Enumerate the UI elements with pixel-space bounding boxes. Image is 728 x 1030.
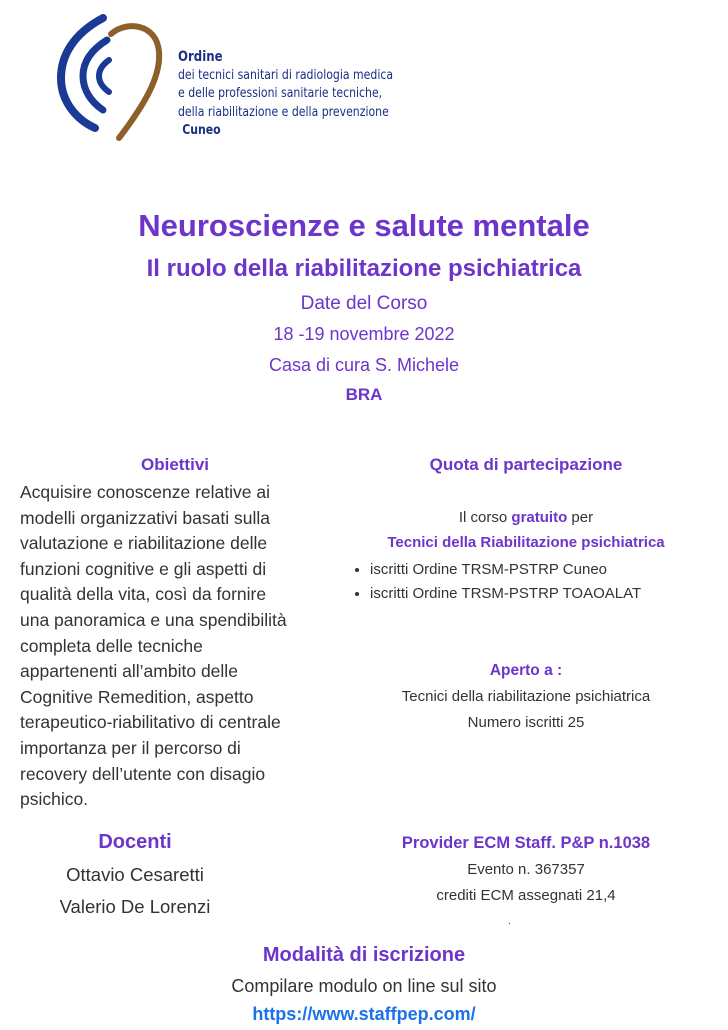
provider-event: Evento n. 367357 bbox=[467, 861, 585, 878]
registration-heading: Modalità di iscrizione bbox=[262, 944, 466, 966]
provider-credits: crediti ECM assegnati 21,4 bbox=[436, 887, 616, 904]
objectives-line: importanza per il percorso di bbox=[20, 737, 241, 758]
fee-intro-suffix: per bbox=[567, 509, 594, 526]
organization-name bbox=[178, 48, 393, 141]
objectives-text bbox=[20, 480, 340, 813]
registration-text: Compilare modulo on line sul sito bbox=[231, 976, 497, 996]
objectives-line: valutazione e riabilitazione delle bbox=[20, 533, 268, 554]
registration-link[interactable]: https://www.staffpep.com/ bbox=[252, 1004, 476, 1024]
fee-bullet: • iscritti Ordine TRSM-PSTRP TOAOALAT bbox=[370, 582, 641, 606]
org-name-line4: della riabilitazione e della prevenzione bbox=[178, 104, 389, 120]
fee-free-label: gratuito bbox=[511, 509, 568, 526]
objectives-line: recovery dell’utente con disagio bbox=[20, 763, 266, 784]
course-title: Neuroscienze e salute mentale bbox=[138, 208, 590, 243]
objectives-line: modelli organizzativi basati sulla bbox=[20, 507, 270, 528]
open-to-line2: Numero iscritti 25 bbox=[467, 714, 585, 731]
teachers-heading: Docenti bbox=[98, 831, 172, 853]
logo-blue-arc-inner bbox=[99, 60, 109, 92]
org-name-line3: e delle professioni sanitarie tecniche, bbox=[178, 86, 383, 101]
course-dates: 18 -19 novembre 2022 bbox=[273, 324, 455, 344]
objectives-line: completa delle tecniche bbox=[20, 635, 203, 656]
objectives-line: funzioni cognitive e gli aspetti di bbox=[20, 558, 267, 579]
fee-bullet-list bbox=[352, 558, 641, 606]
open-to-heading: Aperto a : bbox=[489, 662, 563, 679]
objectives-line: psichico. bbox=[20, 789, 89, 810]
logo-blue-arc-middle bbox=[83, 40, 107, 110]
objectives-line: Acquisire conoscenze relative ai bbox=[20, 482, 270, 502]
org-name-line2: dei tecnici sanitari di radiologia medica bbox=[178, 67, 394, 83]
fee-target: Tecnici della Riabilitazione psichiatrica bbox=[387, 534, 665, 551]
open-to-line1: Tecnici della riabilitazione psichiatrica bbox=[401, 688, 651, 705]
teacher-name: Valerio De Lorenzi bbox=[59, 896, 211, 917]
objectives-line: appartenenti all’ambito delle bbox=[20, 661, 238, 682]
objectives-line: una panoramica e una spendibilità bbox=[20, 609, 287, 630]
fee-heading: Quota di partecipazione bbox=[429, 455, 623, 474]
course-venue: Casa di cura S. Michele bbox=[268, 355, 460, 375]
logo-bronze-heart bbox=[111, 26, 159, 138]
course-subtitle: Il ruolo della riabilitazione psichiatrica bbox=[146, 255, 582, 282]
course-city: BRA bbox=[345, 385, 383, 404]
fee-intro-prefix: Il corso bbox=[458, 509, 512, 526]
fee-intro bbox=[340, 509, 712, 526]
objectives-line: Cognitive Remedition, aspetto bbox=[20, 686, 254, 707]
dates-label: Date del Corso bbox=[300, 293, 428, 314]
provider-heading-part2: P&P n.1038 bbox=[560, 834, 651, 852]
objectives-heading: Obiettivi bbox=[140, 455, 209, 474]
provider-dot: . bbox=[508, 916, 511, 927]
objectives-line: qualità della vita, così da fornire bbox=[20, 584, 267, 605]
provider-heading bbox=[340, 834, 712, 853]
teacher-name: Ottavio Cesaretti bbox=[66, 864, 204, 885]
org-name-line1: Ordine bbox=[178, 49, 223, 65]
organization-logo bbox=[55, 12, 175, 142]
fee-bullet: • iscritti Ordine TRSM-PSTRP Cuneo bbox=[370, 558, 641, 582]
provider-heading-part1: Provider ECM Staff. bbox=[401, 834, 556, 852]
org-city: Cuneo bbox=[182, 123, 221, 138]
objectives-line: terapeutico-riabilitativo di centrale bbox=[20, 712, 281, 733]
